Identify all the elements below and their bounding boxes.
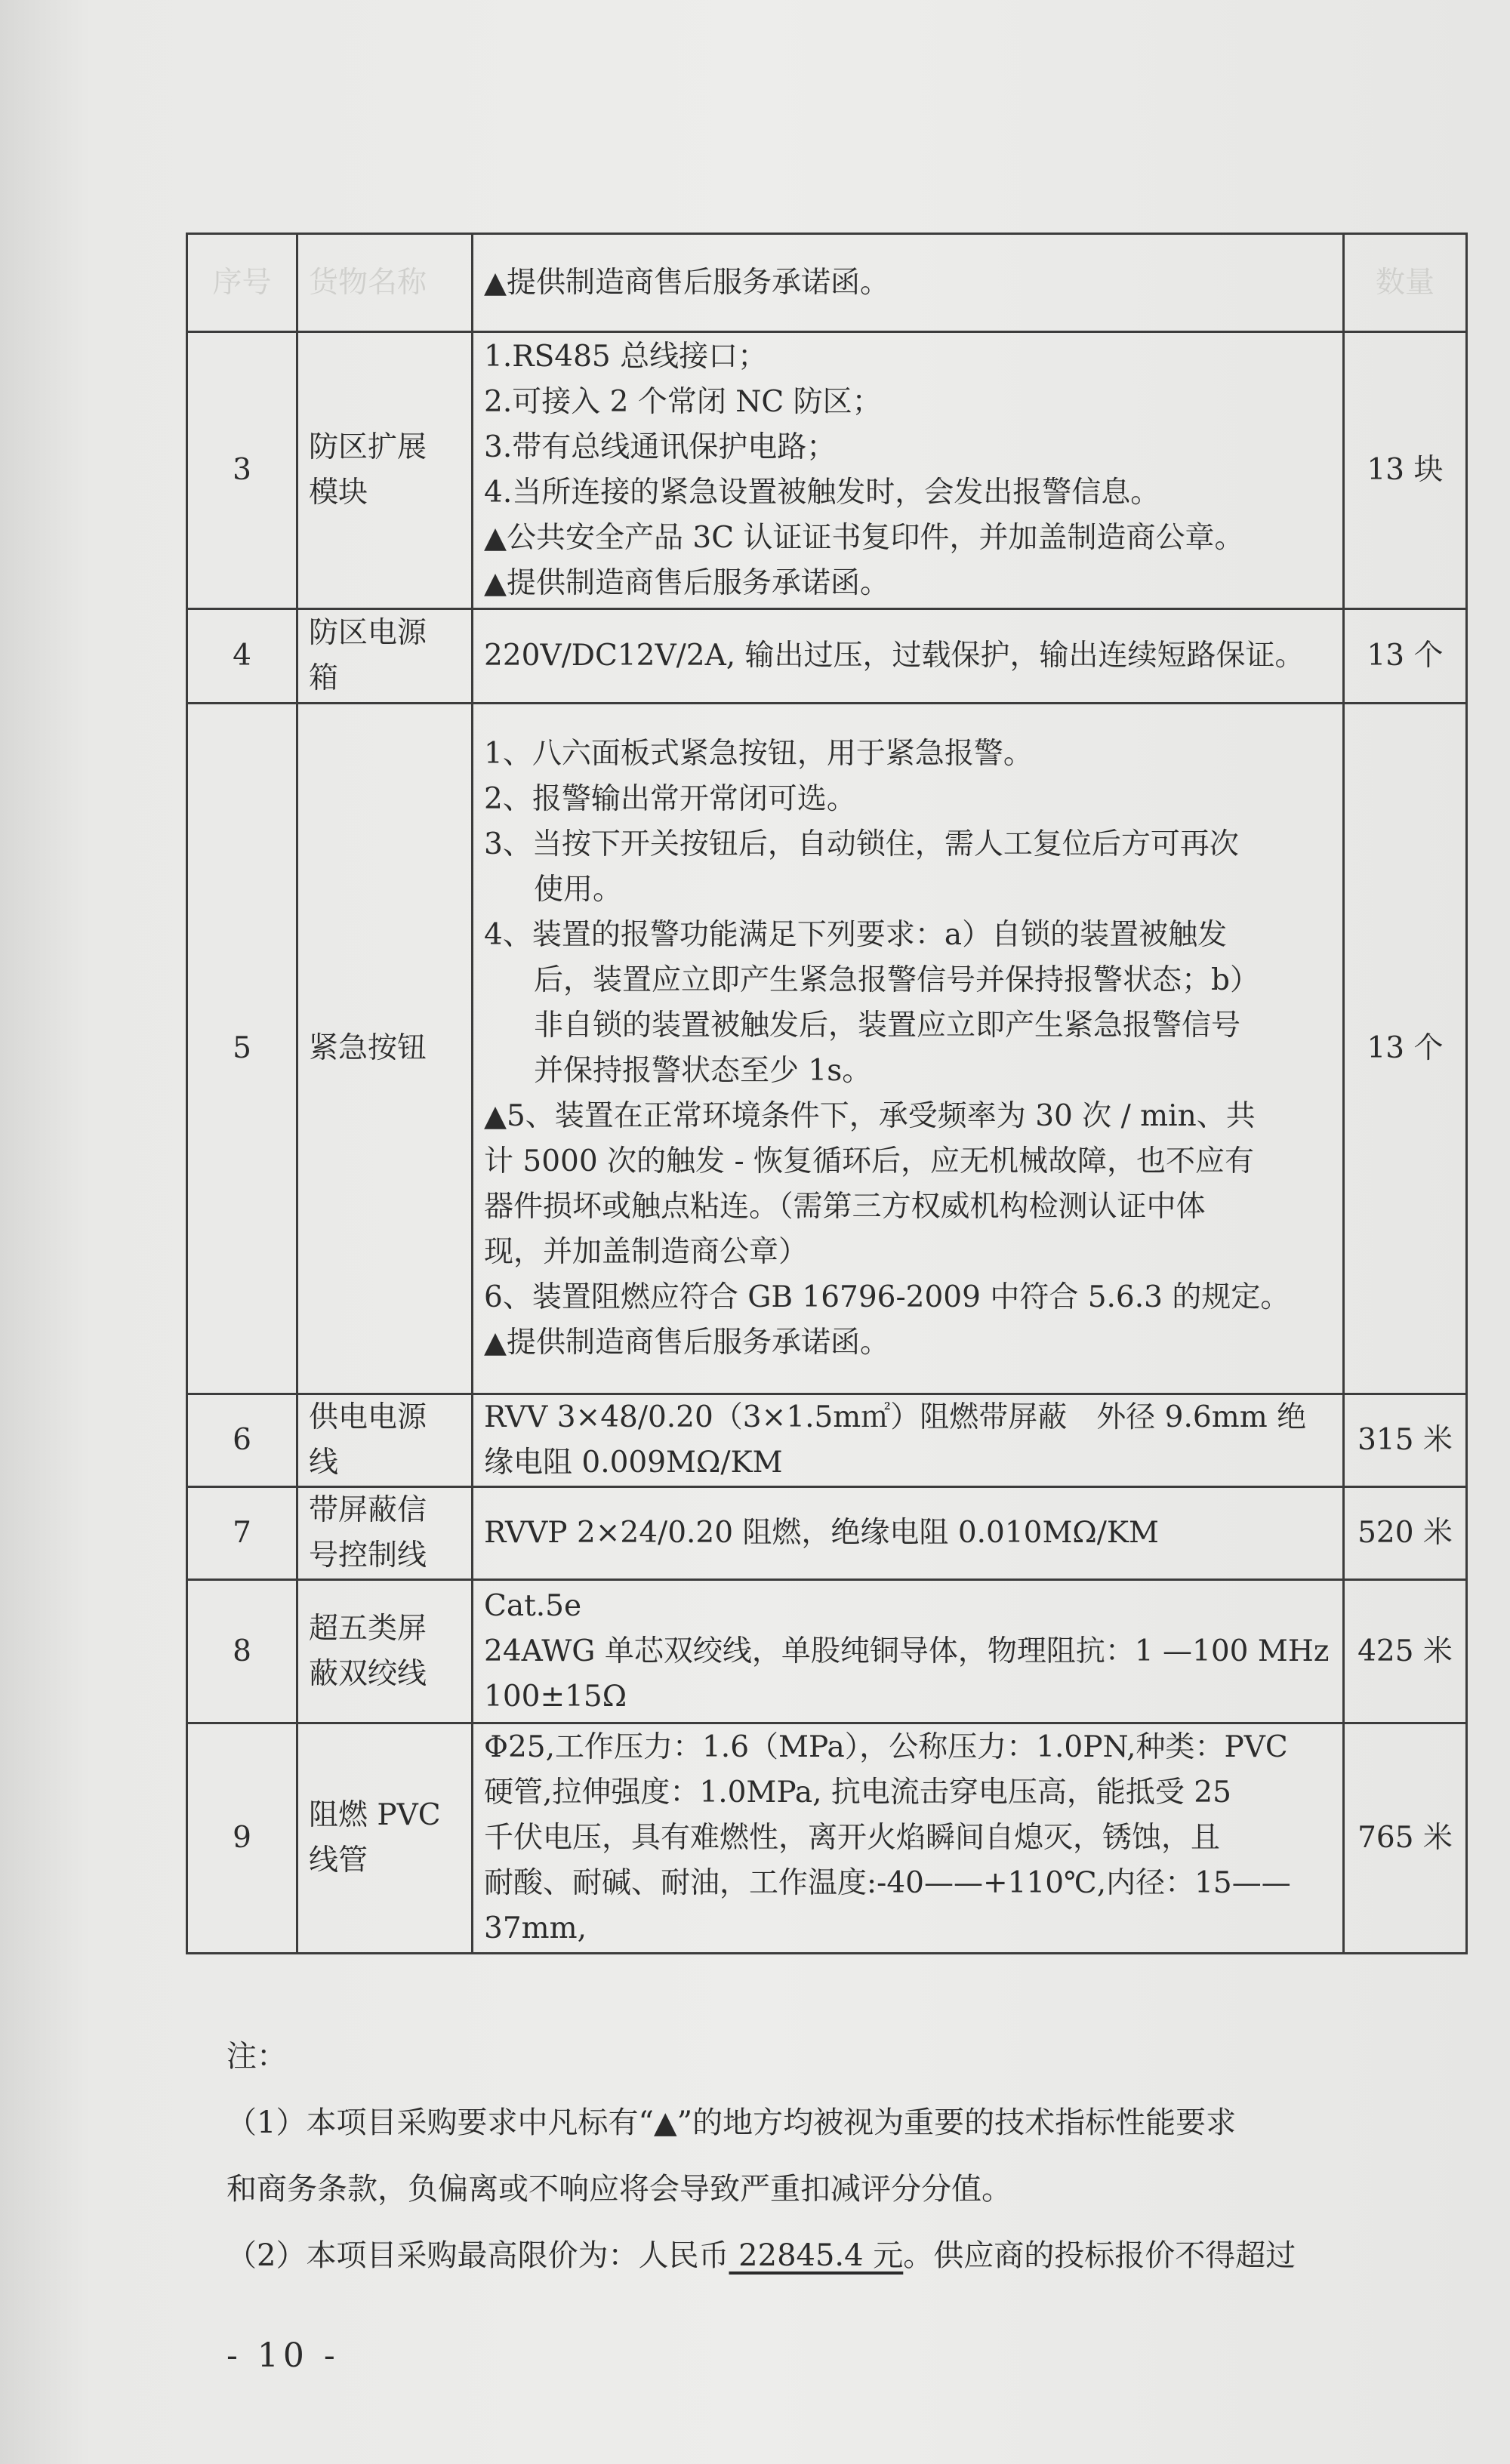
item-name-cell — [297, 704, 473, 1394]
spec-cell — [473, 234, 1344, 332]
quantity-cell: 13 个 — [1344, 609, 1467, 704]
item-name-line: 蔽双绞线 — [309, 1656, 427, 1691]
spec-cell — [473, 1580, 1344, 1723]
table-row — [187, 1487, 1467, 1580]
spec-line: 非自锁的装置被触发后，装置应立即产生紧急报警信号 — [534, 1009, 1241, 1043]
spec-line: 24AWG 单芯双绞线，单股纯铜导体，物理阻抗：1 —100 MHz — [484, 1634, 1330, 1668]
table-row — [187, 234, 1467, 332]
table-row — [187, 1723, 1467, 1954]
row-number-cell: 6 — [187, 1394, 297, 1487]
table-row — [187, 1394, 1467, 1487]
row-number-cell: 4 — [187, 609, 297, 704]
note-1-line-1: （1）本项目采购要求中凡标有“▲”的地方均被视为重要的技术指标性能要求 — [226, 2105, 1237, 2140]
item-name-cell — [297, 332, 473, 609]
spec-line: Φ25,工作压力：1.6（MPa），公称压力：1.0PN,种类：PVC — [484, 1730, 1288, 1764]
item-name-line: 供电电源 — [309, 1400, 427, 1434]
spec-cell — [473, 1394, 1344, 1487]
spec-line: 220V/DC12V/2A, 输出过压，过载保护，输出连续短路保证。 — [484, 639, 1305, 673]
spec-cell — [473, 1723, 1344, 1954]
spec-line: 并保持报警状态至少 1s。 — [534, 1054, 872, 1088]
spec-cell — [473, 1487, 1344, 1580]
spec-line: 1、八六面板式紧急按钮，用于紧急报警。 — [484, 737, 1033, 771]
spec-line: ▲提供制造商售后服务承诺函。 — [484, 1326, 889, 1360]
spec-line: 4、装置的报警功能满足下列要求：a）自锁的装置被触发 — [484, 918, 1228, 952]
row-number-cell: 5 — [187, 704, 297, 1394]
item-name-cell — [297, 1580, 473, 1723]
spec-line: 3.带有总线通讯保护电路； — [484, 430, 837, 464]
spec-line: 100±15Ω — [484, 1679, 627, 1714]
spec-cell — [473, 332, 1344, 609]
spec-line: ▲提供制造商售后服务承诺函。 — [484, 566, 889, 600]
spec-line: 缘电阻 0.009MΩ/KM — [484, 1446, 783, 1480]
notes-section — [226, 2023, 1404, 2289]
spec-line: ▲5、装置在正常环境条件下，承受频率为 30 次 / min、共 — [484, 1099, 1256, 1133]
spec-line: 千伏电压，具有难燃性，离开火焰瞬间自熄灭，锈蚀，且 — [484, 1821, 1221, 1855]
quantity-cell: 13 块 — [1344, 332, 1467, 609]
notes-heading: 注： — [226, 2039, 287, 2074]
spec-line: 2、报警输出常开常闭可选。 — [484, 782, 856, 816]
spec-line: 器件损坏或触点粘连。（需第三方权威机构检测认证中体 — [484, 1190, 1206, 1224]
spec-line: 计 5000 次的触发 - 恢复循环后，应无机械故障，也不应有 — [484, 1144, 1255, 1178]
row-number-cell: 7 — [187, 1487, 297, 1580]
table-row — [187, 609, 1467, 704]
spec-line: 硬管,拉伸强度：1.0MPa, 抗电流击穿电压高，能抵受 25 — [484, 1776, 1231, 1810]
spec-line: 6、装置阻燃应符合 GB 16796-2009 中符合 5.6.3 的规定。 — [484, 1280, 1290, 1314]
item-name-line: 线管 — [309, 1843, 368, 1877]
table-row — [187, 1580, 1467, 1723]
note-2-prefix: （2）本项目采购最高限价为：人民币 — [226, 2238, 729, 2273]
spec-line: 3、当按下开关按钮后，自动锁住，需人工复位后方可再次 — [484, 827, 1239, 861]
spec-line: ▲公共安全产品 3C 认证证书复印件，并加盖制造商公章。 — [484, 521, 1244, 555]
page-number: - 10 - — [226, 2336, 340, 2375]
spec-line: 现，并加盖制造商公章） — [484, 1235, 809, 1269]
spec-line: 使用。 — [534, 873, 623, 907]
table-row — [187, 704, 1467, 1394]
note-1-line-2: 和商务条款，负偏离或不响应将会导致严重扣减评分分值。 — [226, 2172, 1012, 2207]
spec-line: 37mm, — [484, 1911, 587, 1945]
row-number-cell: 3 — [187, 332, 297, 609]
spec-line: 后，装置应立即产生紧急报警信号并保持报警状态；b） — [534, 963, 1259, 997]
item-name-line: 超五类屏 — [309, 1611, 427, 1646]
item-name-cell — [297, 1487, 473, 1580]
quantity-cell: 数量 — [1344, 234, 1467, 332]
quantity-cell: 13 个 — [1344, 704, 1467, 1394]
spec-line: RVVP 2×24/0.20 阻燃，绝缘电阻 0.010MΩ/KM — [484, 1516, 1159, 1550]
item-name-line: 阻燃 PVC — [309, 1798, 441, 1832]
quantity-cell: 520 米 — [1344, 1487, 1467, 1580]
item-name-line: 模块 — [309, 476, 368, 510]
row-number-cell: 序号 — [187, 234, 297, 332]
item-name-cell — [297, 609, 473, 704]
row-number-cell: 9 — [187, 1723, 297, 1954]
quantity-cell: 315 米 — [1344, 1394, 1467, 1487]
item-name-line: 带屏蔽信 — [309, 1493, 427, 1527]
item-name-line: 号控制线 — [309, 1538, 427, 1572]
spec-cell — [473, 704, 1344, 1394]
item-name-cell — [297, 1723, 473, 1954]
note-2 — [226, 2222, 1404, 2289]
procurement-spec-table — [186, 233, 1468, 1954]
item-name-line: 防区电源 — [309, 616, 427, 650]
item-name-line: 防区扩展 — [309, 430, 427, 464]
spec-line: Cat.5e — [484, 1588, 582, 1623]
item-name-cell — [297, 1394, 473, 1487]
spec-line: 2.可接入 2 个常闭 NC 防区； — [484, 385, 882, 419]
spec-cell — [473, 609, 1344, 704]
item-name-cell: 货物名称 — [297, 234, 473, 332]
item-name-line: 紧急按钮 — [309, 1031, 427, 1065]
row-number-cell: 8 — [187, 1580, 297, 1723]
spec-line: 耐酸、耐碱、耐油，工作温度:-40——+110℃,内径：15—— — [484, 1866, 1291, 1900]
item-name-line: 箱 — [309, 661, 339, 695]
table-row — [187, 332, 1467, 609]
note-2-suffix: 。供应商的投标报价不得超过 — [903, 2238, 1296, 2273]
spec-line: ▲提供制造商售后服务承诺函。 — [484, 265, 889, 300]
item-name-line: 线 — [309, 1446, 339, 1480]
spec-line: RVV 3×48/0.20（3×1.5m㎡）阻燃带屏蔽 外径 9.6mm 绝 — [484, 1400, 1307, 1434]
spec-line: 4.当所连接的紧急设置被触发时，会发出报警信息。 — [484, 476, 1160, 510]
quantity-cell: 425 米 — [1344, 1580, 1467, 1723]
price-cap-amount: 22845.4 元 — [729, 2238, 904, 2273]
quantity-cell: 765 米 — [1344, 1723, 1467, 1954]
spec-line: 1.RS485 总线接口； — [484, 340, 768, 374]
